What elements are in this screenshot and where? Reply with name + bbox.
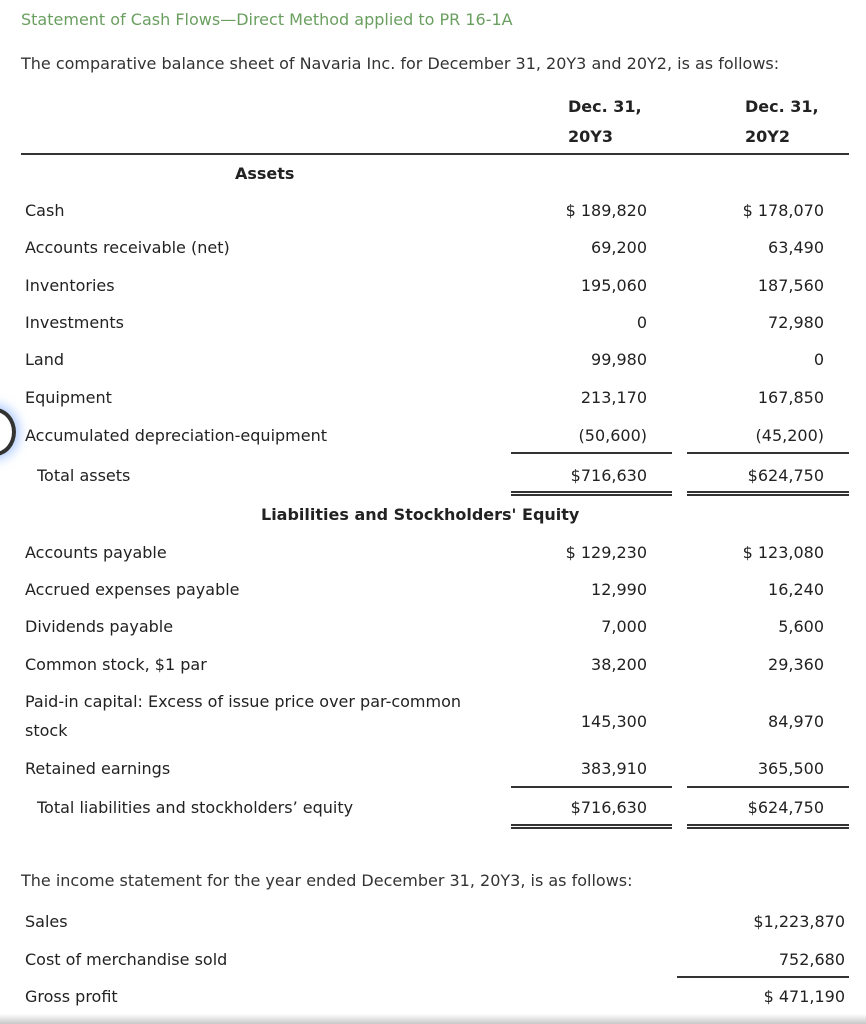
column-header-20y3 xyxy=(568,92,642,152)
row-label: Land xyxy=(25,350,65,369)
value-20y3: 99,980 xyxy=(591,350,647,369)
row-label: Accounts receivable (net) xyxy=(25,238,230,257)
value-20y3: 0 xyxy=(636,313,647,332)
subtotal-rule-20y2 xyxy=(687,786,849,788)
row-label xyxy=(25,687,461,745)
row-label: Cost of merchandise sold xyxy=(25,950,228,969)
row-label: Sales xyxy=(25,912,68,931)
value-20y3: (50,600) xyxy=(578,426,647,445)
row-label: Gross profit xyxy=(25,987,118,1006)
subtotal-rule-20y3 xyxy=(511,452,672,454)
subtotal-rule-20y2 xyxy=(687,452,849,454)
focus-ring-indicator xyxy=(0,408,16,456)
balance-sheet-intro: The comparative balance sheet of Navaria Inc. for December 31, 20Y3 and 20Y2, is as follows: xyxy=(21,54,780,73)
row-label: Cash xyxy=(25,201,65,220)
row-label: Accounts payable xyxy=(25,543,167,562)
row-label: Retained earnings xyxy=(25,759,171,778)
row-label: Inventories xyxy=(25,276,115,295)
header-rule xyxy=(21,153,849,155)
value-20y3: 145,300 xyxy=(580,712,647,731)
row-label: Total assets xyxy=(37,466,131,485)
value-20y2: 16,240 xyxy=(768,580,824,599)
row-label-line1: Paid-in capital: Excess of issue price over par-common xyxy=(25,692,462,711)
column-header-20y3-line2: 20Y3 xyxy=(568,127,613,146)
column-header-20y3-line1: Dec. 31, xyxy=(568,97,642,116)
row-label-line2: stock xyxy=(25,721,68,740)
scroll-shadow xyxy=(0,1014,866,1024)
row-label: Equipment xyxy=(25,388,112,407)
value-20y3: $ 189,820 xyxy=(565,201,647,220)
value-20y2: 63,490 xyxy=(768,238,824,257)
row-label: Accrued expenses payable xyxy=(25,580,240,599)
value-20y2: 5,600 xyxy=(778,617,824,636)
value-20y2: (45,200) xyxy=(755,426,824,445)
value-20y3: 38,200 xyxy=(591,655,647,674)
value-20y2: 187,560 xyxy=(757,276,824,295)
value-20y2: 29,360 xyxy=(768,655,824,674)
value-20y3: 7,000 xyxy=(601,617,647,636)
liabilities-heading: Liabilities and Stockholders' Equity xyxy=(261,505,580,524)
value-20y3: 69,200 xyxy=(591,238,647,257)
column-header-20y2-line2: 20Y2 xyxy=(745,127,790,146)
value-20y2: 84,970 xyxy=(768,712,824,731)
gross-profit-rule xyxy=(677,976,849,978)
value-20y3: 383,910 xyxy=(580,759,647,778)
value-20y2: $ 123,080 xyxy=(742,543,824,562)
column-header-20y2 xyxy=(745,92,819,152)
double-rule-20y3 xyxy=(511,491,672,496)
double-rule-20y3 xyxy=(511,824,672,829)
value-20y2: 365,500 xyxy=(757,759,824,778)
income-statement-intro: The income statement for the year ended December 31, 20Y3, is as follows: xyxy=(21,871,633,890)
value-20y3: $716,630 xyxy=(570,798,647,817)
value-20y2: $624,750 xyxy=(747,466,824,485)
row-value: 752,680 xyxy=(778,950,845,969)
row-label: Investments xyxy=(25,313,124,332)
value-20y3: $ 129,230 xyxy=(565,543,647,562)
value-20y3: $716,630 xyxy=(570,466,647,485)
row-value: $1,223,870 xyxy=(753,912,845,931)
column-header-20y2-line1: Dec. 31, xyxy=(745,97,819,116)
value-20y2: $624,750 xyxy=(747,798,824,817)
subtotal-rule-20y3 xyxy=(511,786,672,788)
value-20y2: 0 xyxy=(813,350,824,369)
value-20y3: 213,170 xyxy=(580,388,647,407)
row-label: Accumulated depreciation-equipment xyxy=(25,426,328,445)
row-label: Total liabilities and stockholders’ equity xyxy=(37,798,354,817)
page-title: Statement of Cash Flows—Direct Method applied to PR 16-1A xyxy=(21,10,513,29)
value-20y3: 195,060 xyxy=(580,276,647,295)
assets-heading: Assets xyxy=(235,164,295,183)
double-rule-20y2 xyxy=(687,824,849,829)
row-label: Common stock, $1 par xyxy=(25,655,207,674)
value-20y2: 167,850 xyxy=(757,388,824,407)
value-20y3: 12,990 xyxy=(591,580,647,599)
row-label: Dividends payable xyxy=(25,617,174,636)
row-value: $ 471,190 xyxy=(763,987,845,1006)
value-20y2: 72,980 xyxy=(768,313,824,332)
double-rule-20y2 xyxy=(687,491,849,496)
value-20y2: $ 178,070 xyxy=(742,201,824,220)
